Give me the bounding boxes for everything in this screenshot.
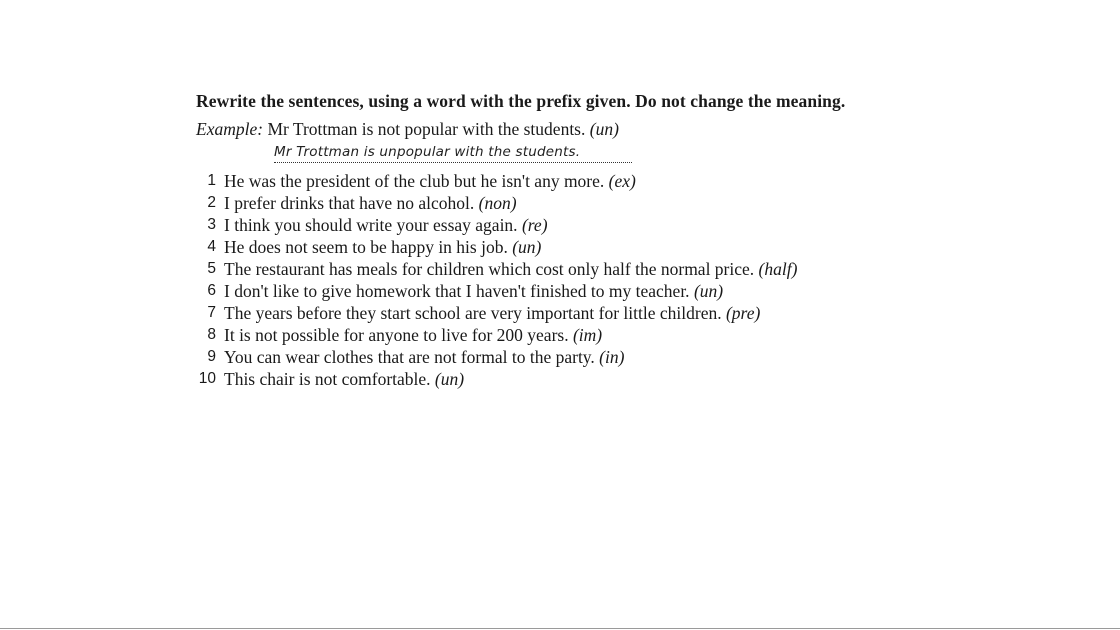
item-number: 3 — [207, 216, 216, 233]
item-sentence: This chair is not comfortable. — [224, 369, 435, 389]
exercise-item — [196, 324, 1096, 346]
item-prefix: (pre) — [725, 303, 761, 323]
item-prefix: (un) — [512, 237, 542, 257]
item-number: 1 — [207, 172, 216, 189]
item-prefix: (im) — [572, 325, 603, 345]
exercise-item — [196, 368, 1096, 390]
item-sentence: The restaurant has meals for children which cost only half the normal price. — [224, 259, 759, 279]
item-number: 2 — [207, 194, 216, 211]
exercise-block — [196, 88, 1096, 390]
exercise-items — [196, 170, 1096, 390]
exercise-instruction: Rewrite the sentences, using a word with the prefix given. Do not change the meaning. — [196, 91, 846, 111]
item-prefix: (re) — [521, 215, 548, 235]
item-number: 5 — [207, 260, 216, 277]
dotted-answer-rule — [274, 162, 632, 163]
exercise-item — [196, 280, 1096, 302]
item-prefix: (in) — [599, 347, 625, 367]
exercise-item — [196, 236, 1096, 258]
item-number: 9 — [207, 348, 216, 365]
example-answer: Mr Trottman is unpopular with the students. — [274, 144, 581, 160]
item-prefix: (half) — [758, 259, 798, 279]
exercise-item — [196, 346, 1096, 368]
item-sentence: I think you should write your essay again. — [224, 215, 522, 235]
bottom-divider — [0, 628, 1120, 629]
item-number: 7 — [207, 304, 216, 321]
item-number: 10 — [198, 370, 216, 387]
exercise-item — [196, 258, 1096, 280]
example-line — [196, 117, 1096, 141]
item-prefix: (un) — [434, 369, 465, 389]
exercise-item — [196, 170, 1096, 192]
example-answer-line — [274, 142, 632, 166]
item-sentence: He was the president of the club but he isn't any more. — [224, 171, 609, 191]
exercise-item — [196, 214, 1096, 236]
item-sentence: It is not possible for anyone to live for 200 years. — [224, 325, 573, 345]
exercise-item — [196, 302, 1096, 324]
example-label: Example: — [196, 119, 264, 139]
item-sentence: I prefer drinks that have no alcohol. — [224, 193, 479, 213]
item-prefix: (un) — [693, 281, 724, 301]
item-prefix: (non) — [478, 193, 517, 213]
exercise-item — [196, 192, 1096, 214]
item-sentence: The years before they start school are very important for little children. — [224, 303, 726, 323]
item-number: 6 — [207, 282, 216, 299]
item-sentence: He does not seem to be happy in his job. — [224, 237, 513, 257]
item-number: 4 — [207, 238, 216, 255]
item-number: 8 — [207, 326, 216, 343]
item-sentence: You can wear clothes that are not formal to the party. — [224, 347, 600, 367]
example-prefix: (un) — [589, 119, 619, 139]
item-prefix: (ex) — [608, 171, 636, 191]
item-sentence: I don't like to give homework that I haven't finished to my teacher. — [224, 281, 694, 301]
example-sentence: Mr Trottman is not popular with the students. — [263, 119, 590, 139]
